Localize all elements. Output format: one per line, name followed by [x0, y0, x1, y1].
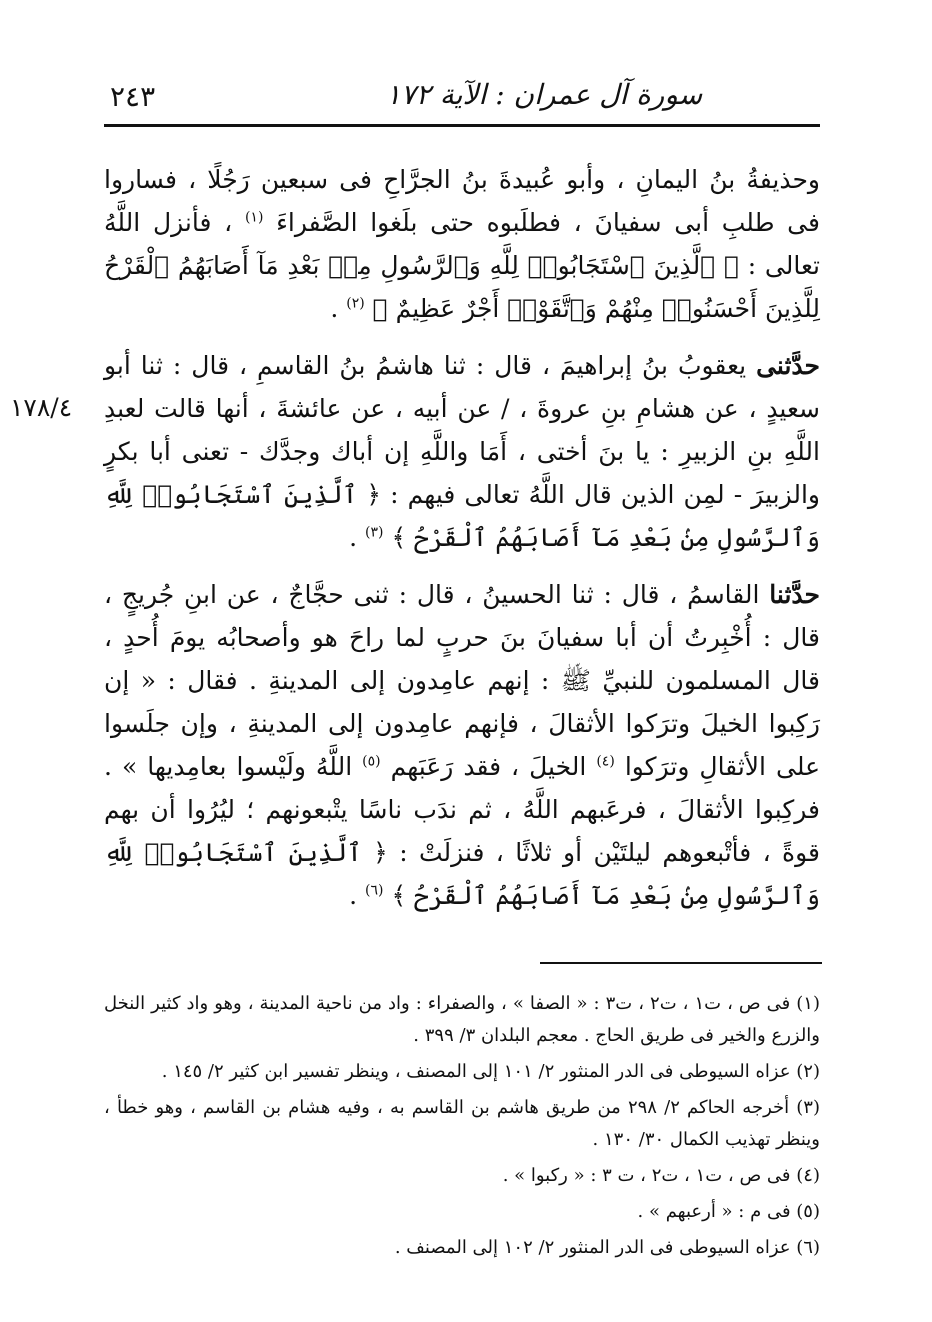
quran-verse: ﴿ ٱلَّذِينَ ٱسْتَجَابُوا۟ لِلَّهِ وَٱلرَّسُولِ مِنۢ بَعْدِ مَآ أَصَابَهُمُ ٱلْقَرْحُ ﴾: [104, 838, 820, 910]
paragraph-text: ، فأنزل اللَّهُ تعالى :: [104, 208, 820, 280]
paragraph-text: اللَّهُ ولَيْسوا بعامِديها » . فركِبوا الأثقالَ ، فرعَبهم اللَّهُ ، ثم ندَب ناسًا يتْبعونهم ؛ ليُرُوا أن بهم قوةً ، فأتْبعوهم ليلتَيْن أو ثلاثًا ، فنزلَتْ :: [104, 752, 820, 867]
running-title: سورة آل عمران : الآية ١٧٢: [385, 78, 703, 111]
narration-lead: حدَّثنا: [769, 580, 820, 609]
narration-lead: حدَّثنى: [756, 351, 820, 380]
footnote-marker-4: (٤): [596, 753, 615, 770]
footnote-6: (٦) عزاه السيوطى فى الدر المنثور ٢/ ١٠٢ إلى المصنف .: [394, 1237, 820, 1258]
paragraph-text: الخيلَ ، فقد رَعَبَهم: [390, 752, 587, 781]
main-text: [104, 158, 820, 931]
paragraph-end: .: [349, 881, 358, 910]
page-number: ٢٤٣: [110, 80, 156, 113]
quran-verse: ﴿ ٱلَّذِينَ ٱسْتَجَابُوا۟ لِلَّهِ وَٱلرَّسُولِ مِنۢ بَعْدِ مَآ أَصَابَهُمُ ٱلْقَرْحُ لِلَّذِينَ أَحْسَنُوا۟ مِنْهُمْ وَٱتَّقَوْا۟ أَجْرٌ عَظِيمٌ ﴾: [104, 251, 820, 323]
footnote-1: (١) فى ص ، ت١ ، ت٢ ، ت٣ : « الصفا » ، والصفراء : واد من ناحية المدينة ، وهو واد كثير النخل والزرع والخير فى طريق الحاج . معجم البلدان ٣/ ٣٩٩ .: [104, 993, 820, 1046]
footnote-4: (٤) فى ص ، ت١ ، ت٢ ، ت ٣ : « ركبوا » .: [502, 1165, 820, 1186]
footnote-marker-5: (٥): [362, 753, 381, 770]
margin-volume-page-reference: ١٧٨/٤: [10, 393, 73, 422]
footnote-marker-3: (٣): [365, 524, 384, 541]
footnote-separator: [540, 962, 822, 964]
footnote-3: (٣) أخرجه الحاكم ٢/ ٢٩٨ من طريق هاشم بن القاسم به ، وفيه هشام بن القاسم ، وهو خطأ ، وينظر تهذيب الكمال ٣٠/ ١٣٠ .: [104, 1097, 820, 1150]
paragraph-2: [104, 344, 820, 559]
paragraph-text: وحذيفةُ بنُ اليمانِ ، وأبو عُبيدةَ بنُ الجرَّاحِ فى سبعين رَجُلًا ، فساروا فى طلبِ أبى سفيانَ ، فطلَبوه حتى بلَغوا الصَّفراءَ: [104, 165, 820, 237]
paragraph-text: القاسمُ ، قال : ثنا الحسينُ ، قال : ثنى حجَّاجٌ ، عن ابنِ جُريجٍ ، قال : أُخْبِرتُ أن أبا سفيانَ بنَ حربٍ لما راحَ هو وأصحابُه يومَ أُحدٍ ، قال المسلمون للنبيِّ ﷺ : إنهم عامِدون إلى المدينةِ . فقال : « إن رَكِبوا الخيلَ وترَكوا الأثقالَ ، فإنهم عامِدون إلى المدينةِ ، وإن جلَسوا على الأثقالِ وترَكوا: [104, 580, 821, 781]
quran-verse: ﴿ ٱلَّذِينَ ٱسْتَجَابُوا۟ لِلَّهِ وَٱلرَّسُولِ مِنۢ بَعْدِ مَآ أَصَابَهُمُ ٱلْقَرْحُ ﴾: [104, 480, 820, 552]
footnotes: [104, 988, 820, 1268]
paragraph-end: .: [349, 523, 358, 552]
paragraph-1: [104, 158, 820, 330]
header-rule: [104, 124, 820, 127]
paragraph-3: [104, 573, 820, 917]
footnote-marker-6: (٦): [365, 882, 384, 899]
footnote-marker-1: (١): [244, 209, 264, 226]
paragraph-text: يعقوبُ بنُ إبراهيمَ ، قال : ثنا هاشمُ بنُ القاسمِ ، قال : ثنا أبو سعيدٍ ، عن هشامِ بنِ عروةَ ، / عن أبيه ، عن عائشةَ ، أنها قالت لعبدِ اللَّهِ بنِ الزبيرِ : يا بنَ أختى ، أَمَا واللَّهِ إن أباك وجدَّك - تعنى أبا بكرٍ والزبيرَ - لمِن الذين قال اللَّهُ تعالى فيهم :: [104, 351, 821, 509]
footnote-2: (٢) عزاه السيوطى فى الدر المنثور ٢/ ١٠١ إلى المصنف ، وينظر تفسير ابن كثير ٢/ ١٤٥ .: [161, 1061, 820, 1082]
footnote-marker-2: (٢): [346, 295, 365, 312]
footnote-5: (٥) فى م : « أرعبهم » .: [637, 1201, 820, 1222]
paragraph-end: .: [330, 294, 339, 323]
page-header: [104, 72, 820, 122]
